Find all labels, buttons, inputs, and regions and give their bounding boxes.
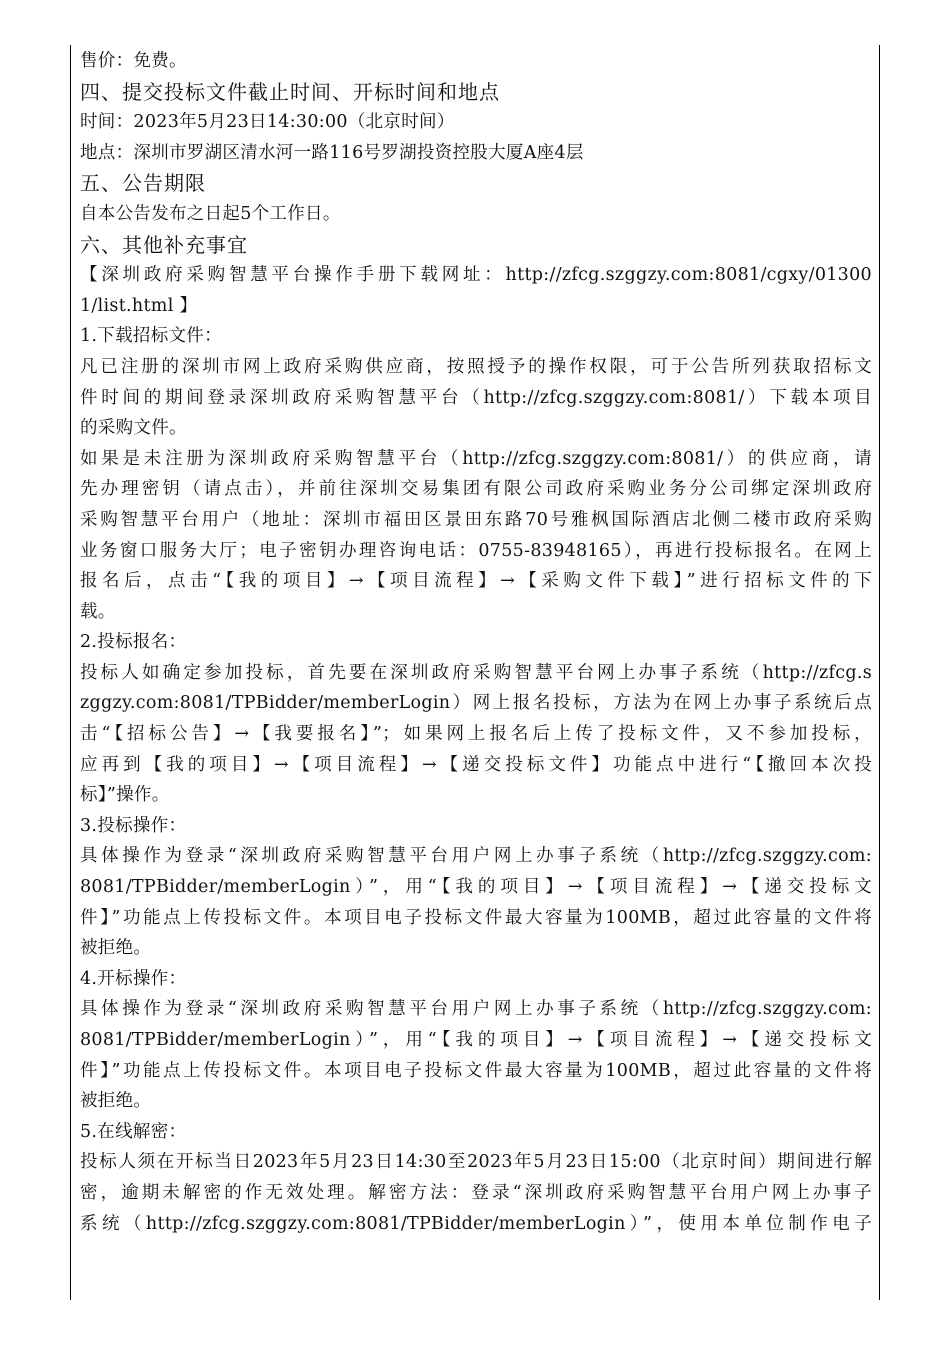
paragraph-line: 标】”操作。 (80, 785, 170, 806)
paragraph-line: 报名后，点击“【我的项目】→【项目流程】→【采购文件下载】”进行招标文件的下 (80, 571, 872, 592)
manual-link-line: 【深圳政府采购智慧平台操作手册下载网址：http://zfcg.szggzy.com:8081/cgxy/01300 (80, 265, 872, 286)
section-heading-5: 五、公告期限 (80, 171, 206, 196)
price-line: 售价：免费。 (80, 51, 187, 71)
manual-link-line-end: 1/list.html 】 (80, 295, 198, 316)
paragraph-line: 件时间的期间登录深圳政府采购智慧平台（http://zfcg.szggzy.com:8081/）下载本项目 (80, 387, 872, 408)
deadline-time: 时间：2023年5月23日14:30:00（北京时间） (80, 112, 455, 133)
document-body (80, 46, 872, 1239)
section-heading-6: 六、其他补充事宜 (80, 232, 248, 257)
subheading-download: 1.下载招标文件： (80, 326, 222, 347)
paragraph-line: 投标人如确定参加投标，首先要在深圳政府采购智慧平台网上办事子系统（http://zfcg.s (80, 662, 872, 683)
paragraph-line: 8081/TPBidder/memberLogin）”，用“【我的项目】→【项目流程】→【递交投标文 (80, 877, 872, 898)
subheading-bid-operation: 3.投标操作： (80, 815, 187, 836)
subheading-opening-operation: 4.开标操作： (80, 968, 187, 989)
deadline-location: 地点：深圳市罗湖区清水河一路116号罗湖投资控股大厦A座4层 (80, 142, 584, 163)
paragraph-line: 载。 (80, 601, 116, 622)
paragraph-line: 的采购文件。 (80, 418, 187, 439)
paragraph-line: 凡已注册的深圳市网上政府采购供应商，按照授予的操作权限，可于公告所列获取招标文 (80, 356, 872, 377)
notice-period: 自本公告发布之日起5个工作日。 (80, 203, 341, 224)
paragraph-line: 件】”功能点上传投标文件。本项目电子投标文件最大容量为100MB，超过此容量的文件将 (80, 1060, 872, 1081)
paragraph-line: 应再到【我的项目】→【项目流程】→【递交投标文件】功能点中进行“【撤回本次投 (80, 754, 872, 775)
section-heading-4: 四、提交投标文件截止时间、开标时间和地点 (80, 79, 500, 104)
paragraph-line: 8081/TPBidder/memberLogin）”，用“【我的项目】→【项目流程】→【递交投标文 (80, 1030, 872, 1050)
paragraph-line: 件】”功能点上传投标文件。本项目电子投标文件最大容量为100MB，超过此容量的文件将 (80, 907, 872, 928)
paragraph-line: 被拒绝。 (80, 938, 152, 959)
paragraph-line: zggzy.com:8081/TPBidder/memberLogin）网上报名投标，方法为在网上办事子系统后点 (80, 693, 872, 714)
paragraph-line: 业务窗口服务大厅；电子密钥办理咨询电话：0755-83948165），再进行投标报名。在网上 (80, 540, 872, 561)
paragraph-line: 先办理密钥（请点击），并前往深圳交易集团有限公司政府采购业务分公司绑定深圳政府 (80, 479, 872, 500)
paragraph-line: 如果是未注册为深圳政府采购智慧平台（http://zfcg.szggzy.com:8081/）的供应商，请 (80, 448, 872, 469)
subheading-register: 2.投标报名： (80, 632, 187, 653)
paragraph-line: 投标人须在开标当日2023年5月23日14:30至2023年5月23日15:00（北京时间）期间进行解 (80, 1152, 872, 1173)
paragraph-line: 采购智慧平台用户（地址：深圳市福田区景田东路70号雅枫国际酒店北侧二楼市政府采购 (80, 509, 872, 530)
paragraph-line: 具体操作为登录“深圳政府采购智慧平台用户网上办事子系统（http://zfcg.szggzy.com: (80, 846, 872, 867)
paragraph-line: 系统（http://zfcg.szggzy.com:8081/TPBidder/memberLogin）”，使用本单位制作电子 (80, 1213, 872, 1234)
paragraph-line: 密，逾期未解密的作无效处理。解密方法：登录“深圳政府采购智慧平台用户网上办事子 (80, 1182, 872, 1203)
paragraph-line: 被拒绝。 (80, 1091, 152, 1112)
paragraph-line: 具体操作为登录“深圳政府采购智慧平台用户网上办事子系统（http://zfcg.szggzy.com: (80, 999, 872, 1020)
subheading-online-decrypt: 5.在线解密： (80, 1121, 187, 1142)
paragraph-line: 击“【招标公告】→【我要报名】”；如果网上报名后上传了投标文件，又不参加投标， (80, 724, 872, 745)
